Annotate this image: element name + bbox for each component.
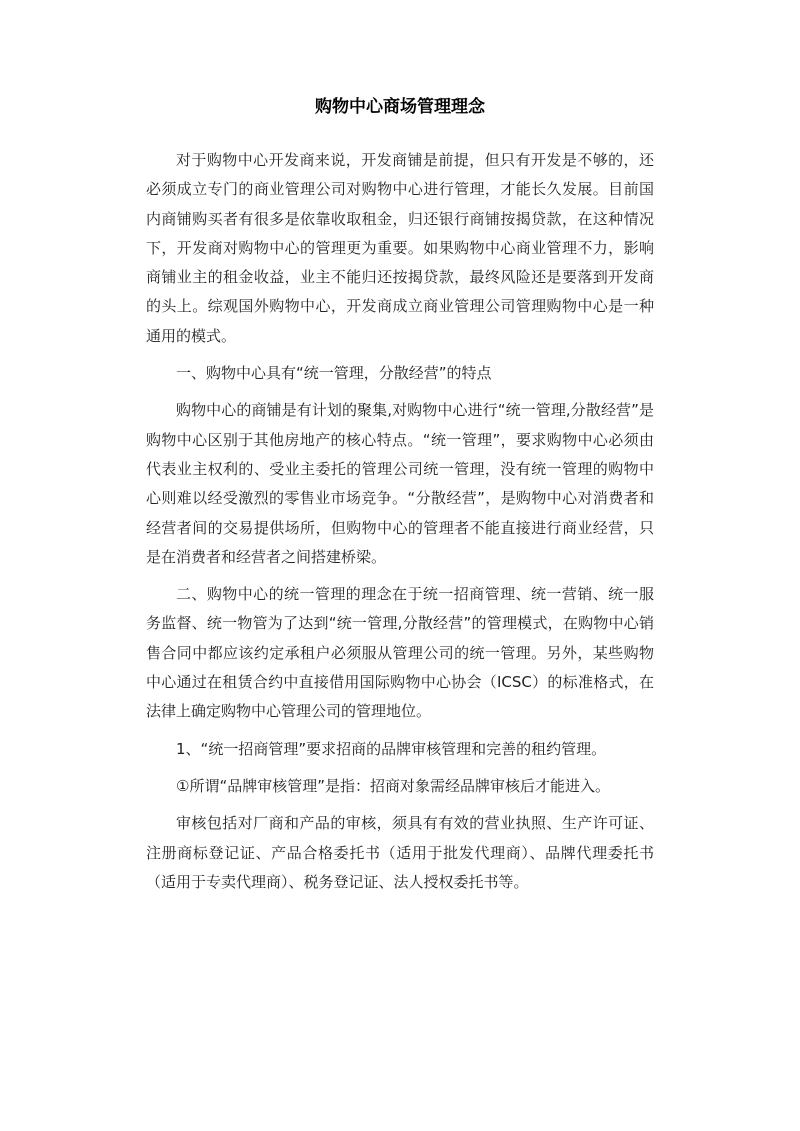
section-heading-1: 一、购物中心具有“统一管理，分散经营”的特点 [176, 364, 492, 383]
document-body [146, 146, 654, 905]
subsection-heading-1: 1、“统一招商管理”要求招商的品牌审核管理和完善的租约管理。 [176, 739, 607, 758]
paragraph-unified-management: 购物中心的商铺是有计划的聚集,对购物中心进行“统一管理,分散经营”是购物中心区别于其他房地产的核心特点。“统一管理”，要求购物中心必须由代表业主权利的、受业主委托的管理公司统一管理，没有统一管理的购物中心则难以经受激烈的零售业市场竞争。“分散经营”，是购物中心对消费者和经营者间的交易提供场所，但购物中心的管理者不能直接进行商业经营，只是在消费者和经营者之间搭建桥梁。 [146, 401, 654, 566]
section-heading-2: 二、购物中心的统一管理的理念在于统一招商管理、统一营销、统一服务监督、统一物管为了达到“统一管理,分散经营”的管理模式，在购物中心销售合同中都应该约定承租户必须服从管理公司的统一管理。另外，某些购物中心通过在租赁合约中直接借用国际购物中心协会（ICSC）的标准格式，在法律上确定购物中心管理公司的管理地位。 [146, 585, 654, 721]
paragraph-intro: 对于购物中心开发商来说，开发商铺是前提，但只有开发是不够的，还必须成立专门的商业管理公司对购物中心进行管理，才能长久发展。目前国内商铺购买者有很多是依靠收取租金，归还银行商铺按揭贷款，在这种情况下，开发商对购物中心的管理更为重要。如果购物中心商业管理不力，影响商铺业主的租金收益，业主不能归还按揭贷款，最终风险还是要落到开发商的头上。综观国外购物中心，开发商成立商业管理公司管理购物中心是一种通用的模式。 [146, 151, 654, 345]
list-item-brand-review: ①所谓“品牌审核管理”是指：招商对象需经品牌审核后才能进入。 [176, 776, 610, 795]
document-title: 购物中心商场管理理念 [315, 97, 485, 117]
paragraph-review-details: 审核包括对厂商和产品的审核，须具有有效的营业执照、生产许可证、注册商标登记证、产品合格委托书（适用于批发代理商）、品牌代理委托书（适用于专卖代理商）、税务登记证、法人授权委托书等。 [146, 814, 654, 891]
